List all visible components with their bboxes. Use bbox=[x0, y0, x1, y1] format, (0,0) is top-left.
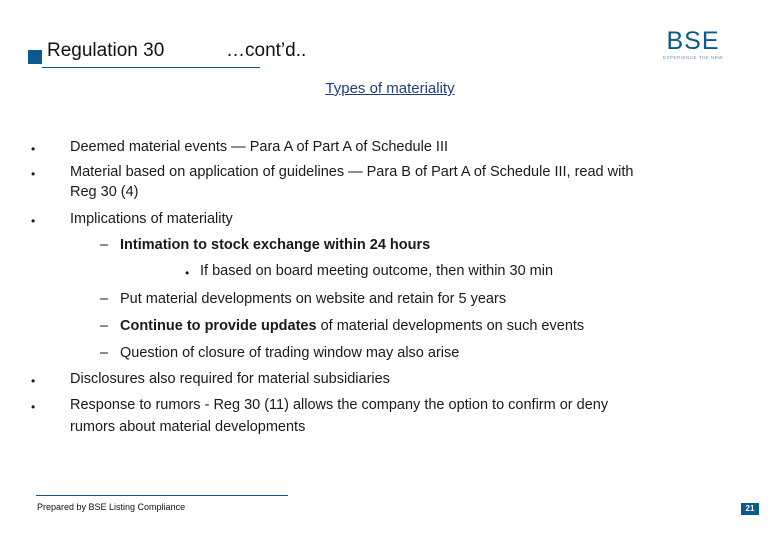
sub-bullet-icon: • bbox=[185, 266, 190, 280]
sub-item-rest: of material developments on such events bbox=[320, 318, 585, 334]
header-accent-square bbox=[28, 50, 42, 64]
sub-item bbox=[120, 291, 506, 307]
bullet-text: Implications of materiality bbox=[70, 211, 233, 227]
bullet-text: Disclosures also required for material subsidiaries bbox=[70, 371, 390, 387]
dash-marker: – bbox=[100, 345, 109, 361]
footer-divider bbox=[36, 495, 288, 496]
sub-item-bold: Intimation to stock exchange within 24 hours bbox=[120, 237, 431, 253]
bullet-text: Response to rumors - Reg 30 (11) allows the company the option to confirm or deny bbox=[70, 397, 609, 413]
bullet-icon: • bbox=[31, 167, 36, 181]
bse-logo bbox=[660, 27, 726, 63]
bullet-icon: • bbox=[31, 214, 36, 228]
header-underline bbox=[42, 67, 260, 68]
sub-item-bold: Continue to provide updates bbox=[120, 318, 321, 334]
sub-item-rest: Question of closure of trading window may also arise bbox=[120, 345, 460, 361]
bullet-icon: • bbox=[31, 400, 36, 414]
bullet-text: Material based on application of guidelines — Para B of Part A of Schedule III, read with bbox=[70, 164, 634, 180]
bse-logo-tagline: EXPERIENCE THE NEW bbox=[663, 55, 723, 60]
footer-credit: Prepared by BSE Listing Compliance bbox=[37, 502, 186, 512]
page-number-badge: 21 bbox=[741, 503, 759, 515]
sub-item-rest: Put material developments on website and retain for 5 years bbox=[120, 291, 507, 307]
dash-marker: – bbox=[100, 318, 109, 334]
bullet-text-continuation: Reg 30 (4) bbox=[70, 184, 139, 200]
bullet-icon: • bbox=[31, 374, 36, 388]
continued-label: …cont’d.. bbox=[226, 40, 307, 61]
sub-item bbox=[120, 318, 584, 334]
bullet-text: Deemed material events — Para A of Part A of Schedule III bbox=[70, 139, 449, 155]
dash-marker: – bbox=[100, 291, 109, 307]
sub-sub-item: If based on board meeting outcome, then within 30 min bbox=[200, 263, 554, 279]
section-subtitle: Types of materiality bbox=[325, 80, 455, 97]
dash-marker: – bbox=[100, 237, 109, 253]
bullet-icon: • bbox=[31, 142, 36, 156]
bse-logo-text: BSE bbox=[666, 27, 720, 55]
slide-title: Regulation 30 bbox=[47, 40, 165, 61]
sub-item bbox=[120, 345, 459, 361]
sub-item bbox=[120, 237, 430, 253]
bullet-text-continuation: rumors about material developments bbox=[70, 419, 306, 435]
